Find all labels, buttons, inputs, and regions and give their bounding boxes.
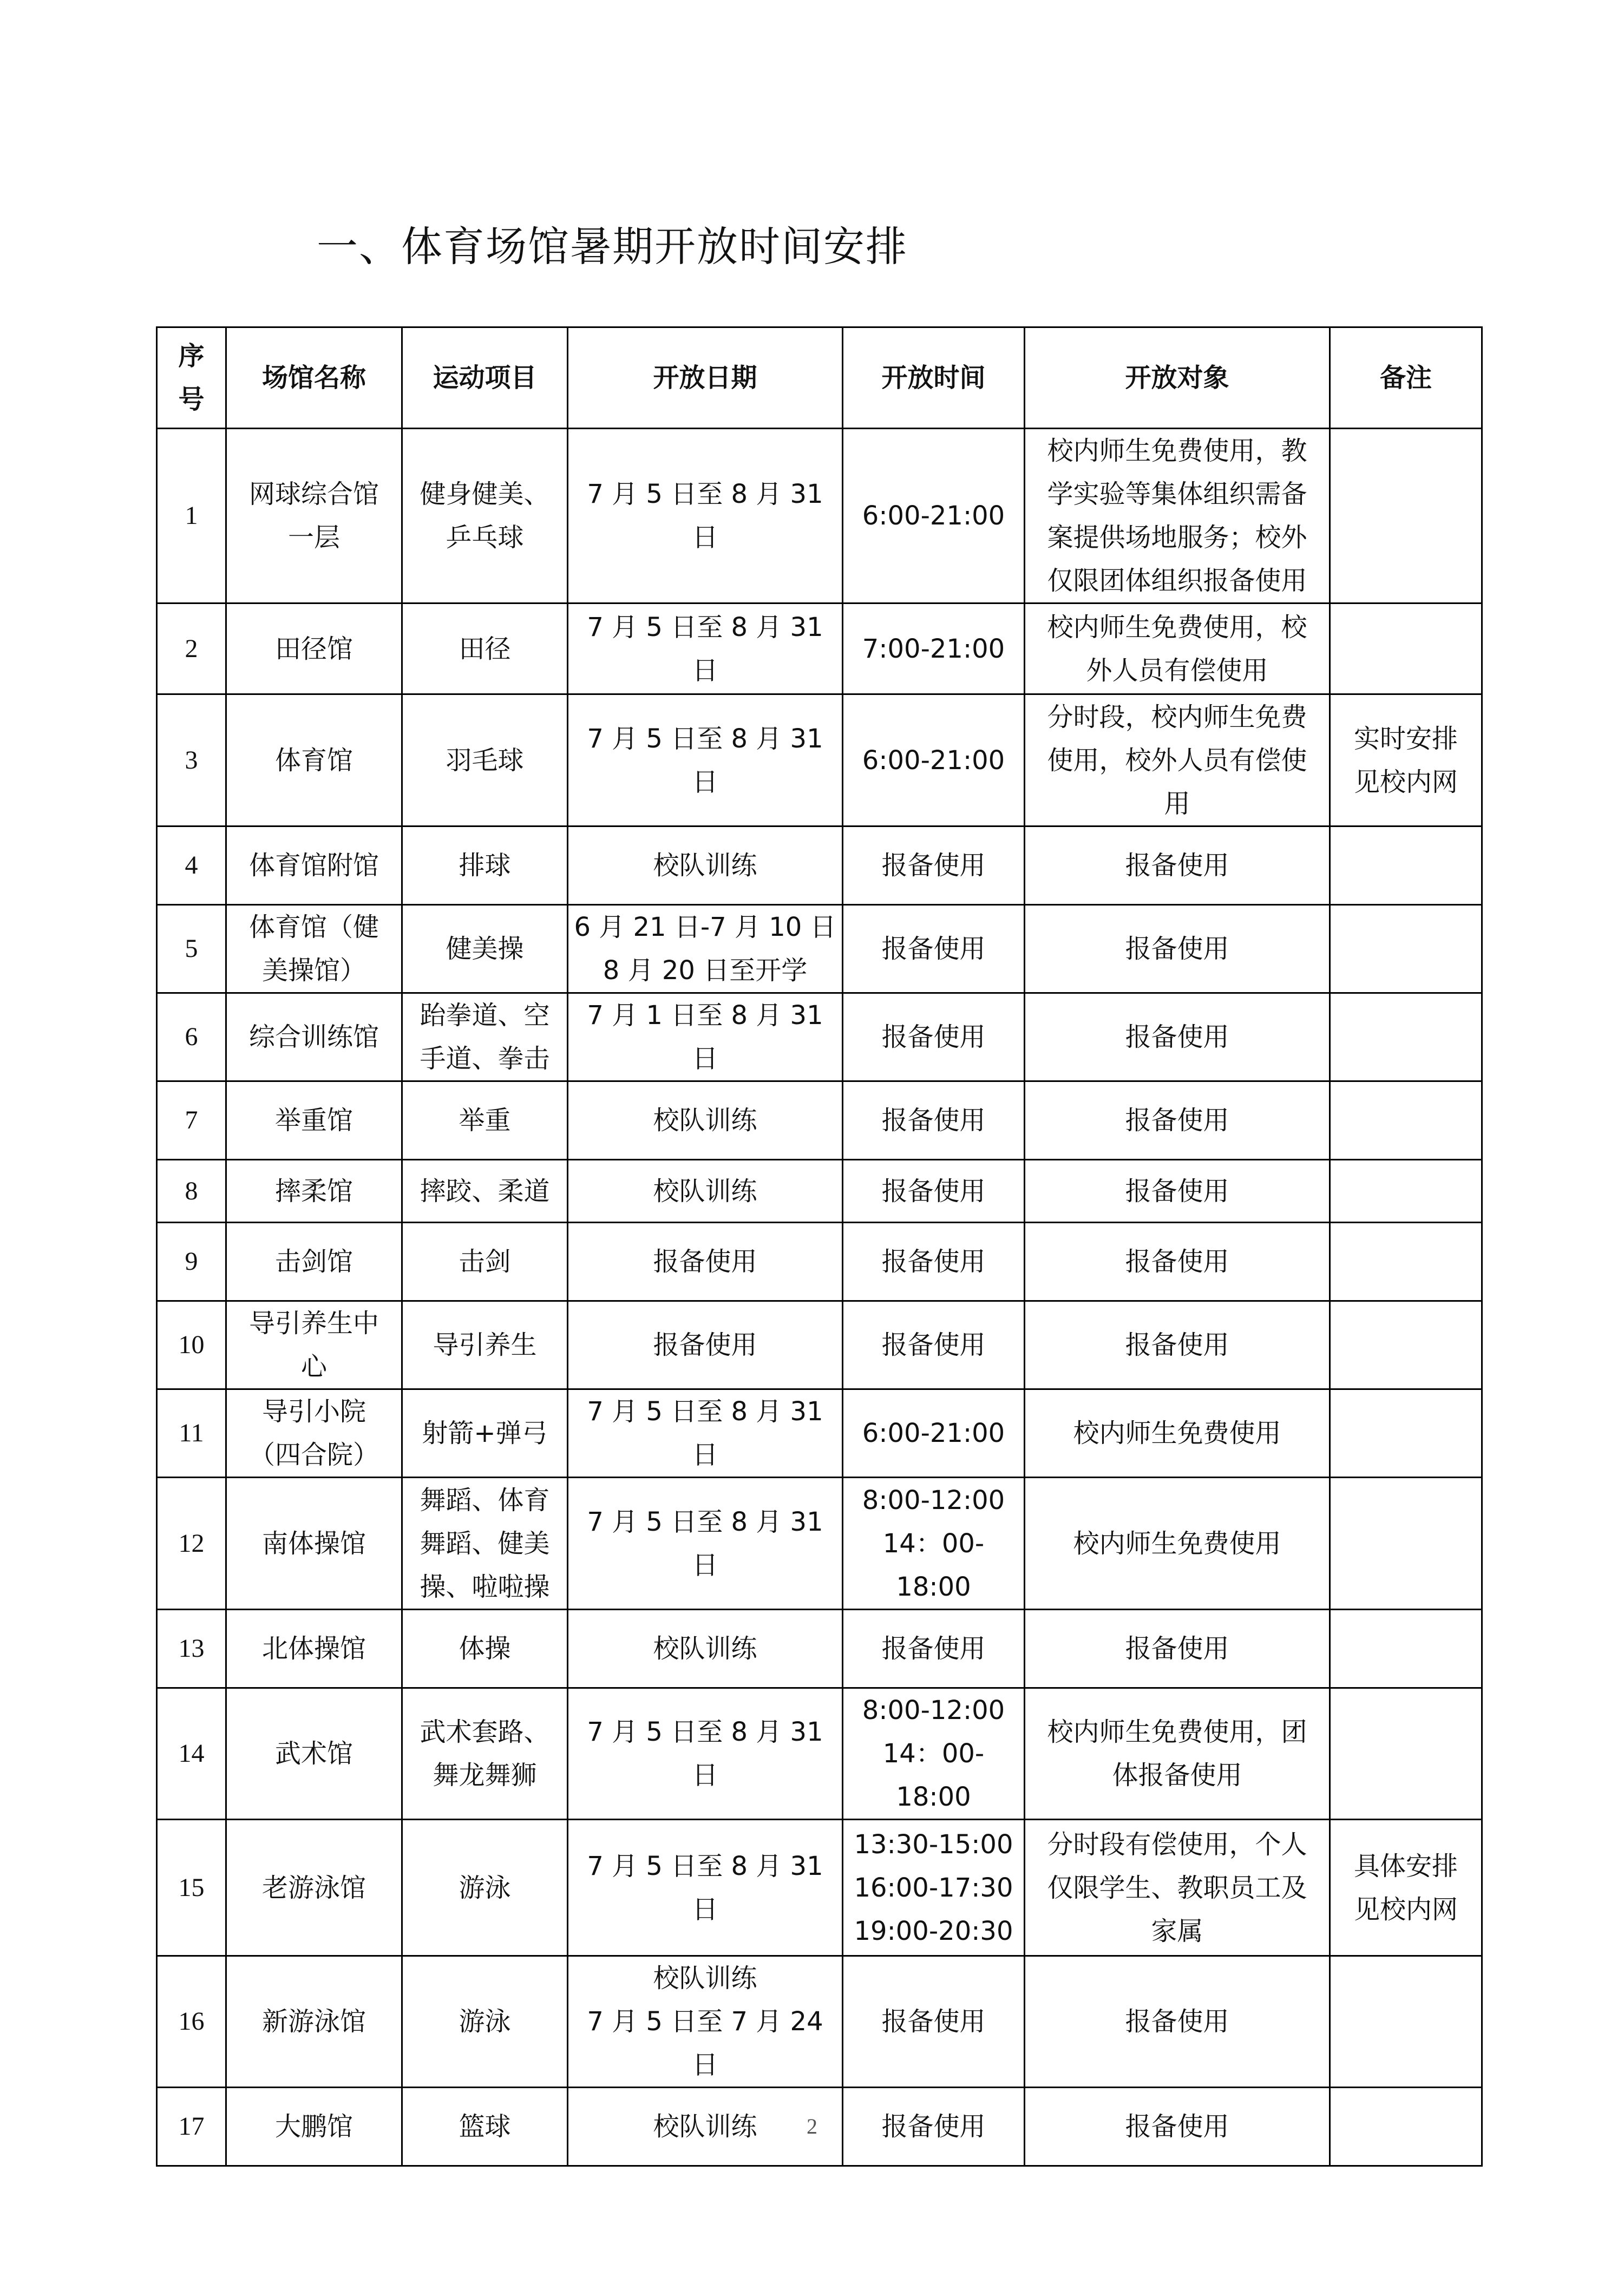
open-date <box>568 993 843 1081</box>
open-date <box>568 1688 843 1820</box>
venue-name-line: （四合院） <box>248 1440 379 1470</box>
open-audience <box>1025 1478 1330 1610</box>
remarks <box>1330 905 1482 993</box>
open-time <box>843 429 1025 603</box>
open-time-line: 6:00-21:00 <box>862 1418 1005 1448</box>
open-date <box>568 1160 843 1223</box>
venue-name <box>226 1956 402 2088</box>
open-audience-line: 家属 <box>1151 1915 1203 1946</box>
venue-name-line: 田径馆 <box>274 633 353 664</box>
open-audience <box>1025 429 1330 603</box>
open-time-line: 7:00-21:00 <box>862 633 1005 664</box>
table-row <box>157 905 1482 993</box>
open-audience <box>1025 1956 1330 2088</box>
sport-type-line: 乒乓球 <box>446 522 524 553</box>
open-audience-line: 校内师生免费使用 <box>1073 1418 1281 1448</box>
open-audience-line: 报备使用 <box>1125 1022 1229 1052</box>
open-date-line: 校队训练 <box>653 1634 757 1664</box>
venue-name-line: 体育馆（健 <box>248 912 379 942</box>
open-audience-line: 报备使用 <box>1125 850 1229 881</box>
open-date <box>568 1301 843 1389</box>
open-time-line: 16:00-17:30 <box>854 1872 1013 1903</box>
remarks <box>1330 1820 1482 1956</box>
venue-name <box>226 1389 402 1478</box>
sport-type-line: 导引养生 <box>433 1330 537 1360</box>
open-audience <box>1025 1389 1330 1478</box>
open-audience-line: 案提供场地服务；校外 <box>1047 522 1307 553</box>
open-date-line: 7 月 5 日至 8 月 31 日 <box>587 1717 823 1790</box>
open-time <box>843 993 1025 1081</box>
open-date-line: 7 月 5 日至 8 月 31 日 <box>587 1396 823 1470</box>
open-time-line: 14：00-18:00 <box>882 1739 985 1812</box>
row-number: 14 <box>157 1688 226 1820</box>
sport-type <box>402 1160 568 1223</box>
row-number: 4 <box>157 826 226 905</box>
remarks-line: 见校内网 <box>1353 766 1458 797</box>
sport-type <box>402 993 568 1081</box>
sport-type <box>402 1389 568 1478</box>
venue-name-line: 北体操馆 <box>261 1634 366 1664</box>
open-time <box>843 1820 1025 1956</box>
row-number: 6 <box>157 993 226 1081</box>
table-row <box>157 1081 1482 1160</box>
venue-name <box>226 429 402 603</box>
remarks <box>1330 1223 1482 1301</box>
open-time <box>843 1956 1025 2088</box>
open-date <box>568 826 843 905</box>
row-number: 8 <box>157 1160 226 1223</box>
open-time <box>843 603 1025 694</box>
sport-type-line: 舞龙舞狮 <box>433 1760 537 1790</box>
remarks <box>1330 694 1482 826</box>
open-time <box>843 826 1025 905</box>
remarks-line: 具体安排 <box>1353 1851 1458 1881</box>
open-date <box>568 1478 843 1610</box>
sport-type <box>402 905 568 993</box>
open-audience-line: 报备使用 <box>1125 1634 1229 1664</box>
sport-type <box>402 1956 568 2088</box>
open-date-line: 7 月 1 日至 8 月 31 日 <box>587 1000 823 1074</box>
sport-type-line: 摔跤、柔道 <box>420 1176 550 1206</box>
remarks <box>1330 1478 1482 1610</box>
open-audience-line: 报备使用 <box>1125 2111 1229 2142</box>
open-time <box>843 1389 1025 1478</box>
row-number: 12 <box>157 1478 226 1610</box>
open-audience-line: 校内师生免费使用，校 <box>1047 612 1307 642</box>
sport-type <box>402 1688 568 1820</box>
table-row <box>157 429 1482 603</box>
open-date <box>568 1223 843 1301</box>
sport-type-line: 游泳 <box>459 2006 511 2037</box>
open-audience-line: 分时段，校内师生免费 <box>1047 701 1307 732</box>
sport-type-line: 举重 <box>459 1105 511 1136</box>
venue-name-line: 导引小院 <box>261 1396 366 1427</box>
table-row <box>157 826 1482 905</box>
open-audience <box>1025 1610 1330 1688</box>
remarks <box>1330 1160 1482 1223</box>
venue-name-line: 南体操馆 <box>261 1528 366 1559</box>
open-time-line: 报备使用 <box>881 2111 986 2142</box>
row-number: 10 <box>157 1301 226 1389</box>
open-audience-line: 报备使用 <box>1125 1330 1229 1360</box>
sport-type <box>402 1820 568 1956</box>
open-date-line: 校队训练 <box>653 2111 757 2142</box>
row-number: 17 <box>157 2088 226 2166</box>
open-audience <box>1025 1301 1330 1389</box>
sport-type <box>402 1301 568 1389</box>
open-date <box>568 1389 843 1478</box>
open-time <box>843 1610 1025 1688</box>
open-date-line: 8 月 20 日至开学 <box>603 955 808 986</box>
open-audience-line: 校内师生免费使用，团 <box>1047 1717 1307 1747</box>
sport-type-line: 田径 <box>459 633 511 664</box>
open-audience-line: 仅限团体组织报备使用 <box>1047 566 1307 596</box>
open-time-line: 报备使用 <box>881 1247 986 1277</box>
sport-type-line: 操、啦啦操 <box>420 1571 550 1602</box>
open-time <box>843 1223 1025 1301</box>
open-date <box>568 603 843 694</box>
open-time <box>843 1160 1025 1223</box>
sport-type <box>402 1610 568 1688</box>
venue-name <box>226 826 402 905</box>
row-number: 13 <box>157 1610 226 1688</box>
venue-name <box>226 1301 402 1389</box>
sport-type <box>402 429 568 603</box>
open-audience <box>1025 993 1330 1081</box>
remarks <box>1330 1081 1482 1160</box>
venue-name <box>226 603 402 694</box>
row-number: 16 <box>157 1956 226 2088</box>
open-time-line: 报备使用 <box>881 1330 986 1360</box>
open-time-line: 6:00-21:00 <box>862 745 1005 776</box>
sport-type-line: 武术套路、 <box>420 1717 550 1747</box>
sport-type-line: 舞蹈、健美 <box>420 1528 550 1559</box>
row-number: 7 <box>157 1081 226 1160</box>
remarks-line: 见校内网 <box>1353 1894 1458 1925</box>
venue-name <box>226 905 402 993</box>
row-number: 1 <box>157 429 226 603</box>
table-row <box>157 694 1482 826</box>
open-time <box>843 1688 1025 1820</box>
open-time-line: 13:30-15:00 <box>854 1829 1013 1860</box>
venue-name <box>226 1478 402 1610</box>
open-audience-line: 体报备使用 <box>1112 1760 1242 1790</box>
table-row <box>157 1478 1482 1610</box>
open-time <box>843 1081 1025 1160</box>
open-audience-line: 校内师生免费使用，教 <box>1047 436 1307 466</box>
sport-type-line: 舞蹈、体育 <box>420 1485 550 1516</box>
open-date-line: 7 月 5 日至 8 月 31 日 <box>587 1851 823 1925</box>
remarks <box>1330 429 1482 603</box>
sport-type <box>402 1223 568 1301</box>
venue-name <box>226 1610 402 1688</box>
remarks <box>1330 1389 1482 1478</box>
open-audience-line: 校内师生免费使用 <box>1073 1528 1281 1559</box>
open-date-line: 校队训练 <box>653 1176 757 1206</box>
table-row <box>157 1956 1482 2088</box>
open-date-line: 7 月 5 日至 8 月 31 日 <box>587 612 823 686</box>
table-row <box>157 1610 1482 1688</box>
remarks <box>1330 603 1482 694</box>
venue-name-line: 网球综合馆 <box>248 479 379 509</box>
remarks-line: 实时安排 <box>1353 723 1458 754</box>
open-date-line: 7 月 5 日至 7 月 24 日 <box>587 2006 823 2080</box>
open-audience <box>1025 1160 1330 1223</box>
open-audience-line: 外人员有偿使用 <box>1086 655 1268 686</box>
open-audience <box>1025 826 1330 905</box>
open-time-line: 报备使用 <box>881 1634 986 1664</box>
row-number: 9 <box>157 1223 226 1301</box>
header-venue: 场馆名称 <box>226 327 402 429</box>
venue-name-line: 武术馆 <box>274 1739 353 1769</box>
venue-name <box>226 993 402 1081</box>
remarks <box>1330 826 1482 905</box>
venue-name-line: 综合训练馆 <box>248 1022 379 1052</box>
open-date-line: 7 月 5 日至 8 月 31 日 <box>587 723 823 797</box>
remarks <box>1330 1688 1482 1820</box>
open-audience-line: 报备使用 <box>1125 1247 1229 1277</box>
open-audience-line: 使用，校外人员有偿使 <box>1047 745 1307 776</box>
open-date <box>568 694 843 826</box>
row-number: 3 <box>157 694 226 826</box>
open-audience <box>1025 694 1330 826</box>
open-audience <box>1025 1081 1330 1160</box>
sport-type-line: 射箭+弹弓 <box>422 1418 548 1448</box>
open-audience <box>1025 1223 1330 1301</box>
sport-type-line: 篮球 <box>459 2111 511 2142</box>
open-audience-line: 仅限学生、教职员工及 <box>1047 1872 1307 1903</box>
open-time <box>843 905 1025 993</box>
venue-name-line: 摔柔馆 <box>274 1176 353 1206</box>
table-body <box>157 429 1482 2166</box>
sport-type-line: 体操 <box>459 1634 511 1664</box>
table-row <box>157 993 1482 1081</box>
open-audience-line: 报备使用 <box>1125 1105 1229 1136</box>
open-time-line: 报备使用 <box>881 1176 986 1206</box>
sport-type-line: 排球 <box>459 850 511 881</box>
sport-type-line: 健美操 <box>446 934 524 964</box>
open-time <box>843 694 1025 826</box>
open-audience-line: 分时段有偿使用，个人 <box>1047 1829 1307 1860</box>
table-row <box>157 603 1482 694</box>
open-time <box>843 1301 1025 1389</box>
table-row <box>157 1389 1482 1478</box>
table-row <box>157 1160 1482 1223</box>
open-date-line: 7 月 5 日至 8 月 31 日 <box>587 1506 823 1580</box>
open-audience-line: 用 <box>1164 788 1190 819</box>
table-row <box>157 1820 1482 1956</box>
remarks <box>1330 993 1482 1081</box>
open-date-line: 校队训练 <box>653 850 757 881</box>
venue-name <box>226 1820 402 1956</box>
sport-type <box>402 603 568 694</box>
venue-name-line: 老游泳馆 <box>261 1872 366 1903</box>
open-date-line: 报备使用 <box>653 1247 757 1277</box>
open-audience <box>1025 1820 1330 1956</box>
header-num: 序 号 <box>157 327 226 429</box>
sport-type-line: 击剑 <box>459 1247 511 1277</box>
schedule-table <box>156 326 1483 2167</box>
venue-name-line: 体育馆 <box>274 745 353 776</box>
venue-name <box>226 1160 402 1223</box>
header-date: 开放日期 <box>568 327 843 429</box>
open-audience <box>1025 603 1330 694</box>
remarks <box>1330 1610 1482 1688</box>
open-date <box>568 429 843 603</box>
open-audience-line: 学实验等集体组织需备 <box>1047 479 1307 509</box>
header-time: 开放时间 <box>843 327 1025 429</box>
open-time-line: 报备使用 <box>881 934 986 964</box>
open-time-line: 6:00-21:00 <box>862 501 1005 531</box>
sport-type <box>402 1478 568 1610</box>
venue-name-line: 击剑馆 <box>274 1247 353 1277</box>
open-audience-line: 报备使用 <box>1125 2006 1229 2037</box>
open-date <box>568 1956 843 2088</box>
open-time-line: 8:00-12:00 <box>862 1485 1005 1516</box>
sport-type-line: 羽毛球 <box>446 745 524 776</box>
open-time-line: 报备使用 <box>881 2006 986 2037</box>
open-date <box>568 1820 843 1956</box>
open-time-line: 报备使用 <box>881 1022 986 1052</box>
venue-name-line: 美操馆） <box>261 955 366 986</box>
open-date-line: 报备使用 <box>653 1330 757 1360</box>
sport-type <box>402 1081 568 1160</box>
sport-type-line: 健身健美、 <box>420 479 550 509</box>
open-audience-line: 报备使用 <box>1125 1176 1229 1206</box>
sport-type <box>402 826 568 905</box>
open-time-line: 报备使用 <box>881 1105 986 1136</box>
venue-name <box>226 1081 402 1160</box>
row-number: 15 <box>157 1820 226 1956</box>
header-audience: 开放对象 <box>1025 327 1330 429</box>
header-remarks: 备注 <box>1330 327 1482 429</box>
row-number: 11 <box>157 1389 226 1478</box>
header-sport: 运动项目 <box>402 327 568 429</box>
venue-name-line: 新游泳馆 <box>261 2006 366 2037</box>
venue-name-line: 一层 <box>287 522 340 553</box>
table-row <box>157 1688 1482 1820</box>
open-time-line: 8:00-12:00 <box>862 1695 1005 1726</box>
page-number: 2 <box>807 2114 817 2138</box>
open-date <box>568 1081 843 1160</box>
venue-name-line: 举重馆 <box>274 1105 353 1136</box>
open-audience-line: 报备使用 <box>1125 934 1229 964</box>
open-date <box>568 1610 843 1688</box>
sport-type-line: 游泳 <box>459 1872 511 1903</box>
row-number: 5 <box>157 905 226 993</box>
venue-name <box>226 1688 402 1820</box>
open-time-line: 19:00-20:30 <box>854 1915 1013 1946</box>
open-date-line: 7 月 5 日至 8 月 31 日 <box>587 479 823 553</box>
header-row <box>157 327 1482 429</box>
open-date-line: 6 月 21 日-7 月 10 日 <box>574 912 836 942</box>
open-time <box>843 1478 1025 1610</box>
sport-type-line: 跆拳道、空 <box>420 1000 550 1031</box>
sport-type-line: 手道、拳击 <box>420 1044 550 1074</box>
open-time-line: 报备使用 <box>881 850 986 881</box>
venue-name-line: 导引养生中 <box>248 1308 379 1339</box>
open-date <box>568 905 843 993</box>
row-number: 2 <box>157 603 226 694</box>
page-title: 一、体育场馆暑期开放时间安排 <box>317 222 908 271</box>
table-row <box>157 1301 1482 1389</box>
open-time-line: 14：00-18:00 <box>882 1528 985 1602</box>
open-date-line: 校队训练 <box>653 1105 757 1136</box>
venue-name <box>226 1223 402 1301</box>
table-row <box>157 1223 1482 1301</box>
sport-type <box>402 694 568 826</box>
open-audience <box>1025 1688 1330 1820</box>
venue-name-line: 大鹏馆 <box>274 2111 353 2142</box>
venue-name <box>226 694 402 826</box>
venue-name-line: 体育馆附馆 <box>248 850 379 881</box>
remarks <box>1330 1956 1482 2088</box>
remarks <box>1330 1301 1482 1389</box>
open-date-line: 校队训练 <box>653 1963 757 1993</box>
venue-name-line: 心 <box>300 1352 327 1382</box>
open-audience <box>1025 905 1330 993</box>
